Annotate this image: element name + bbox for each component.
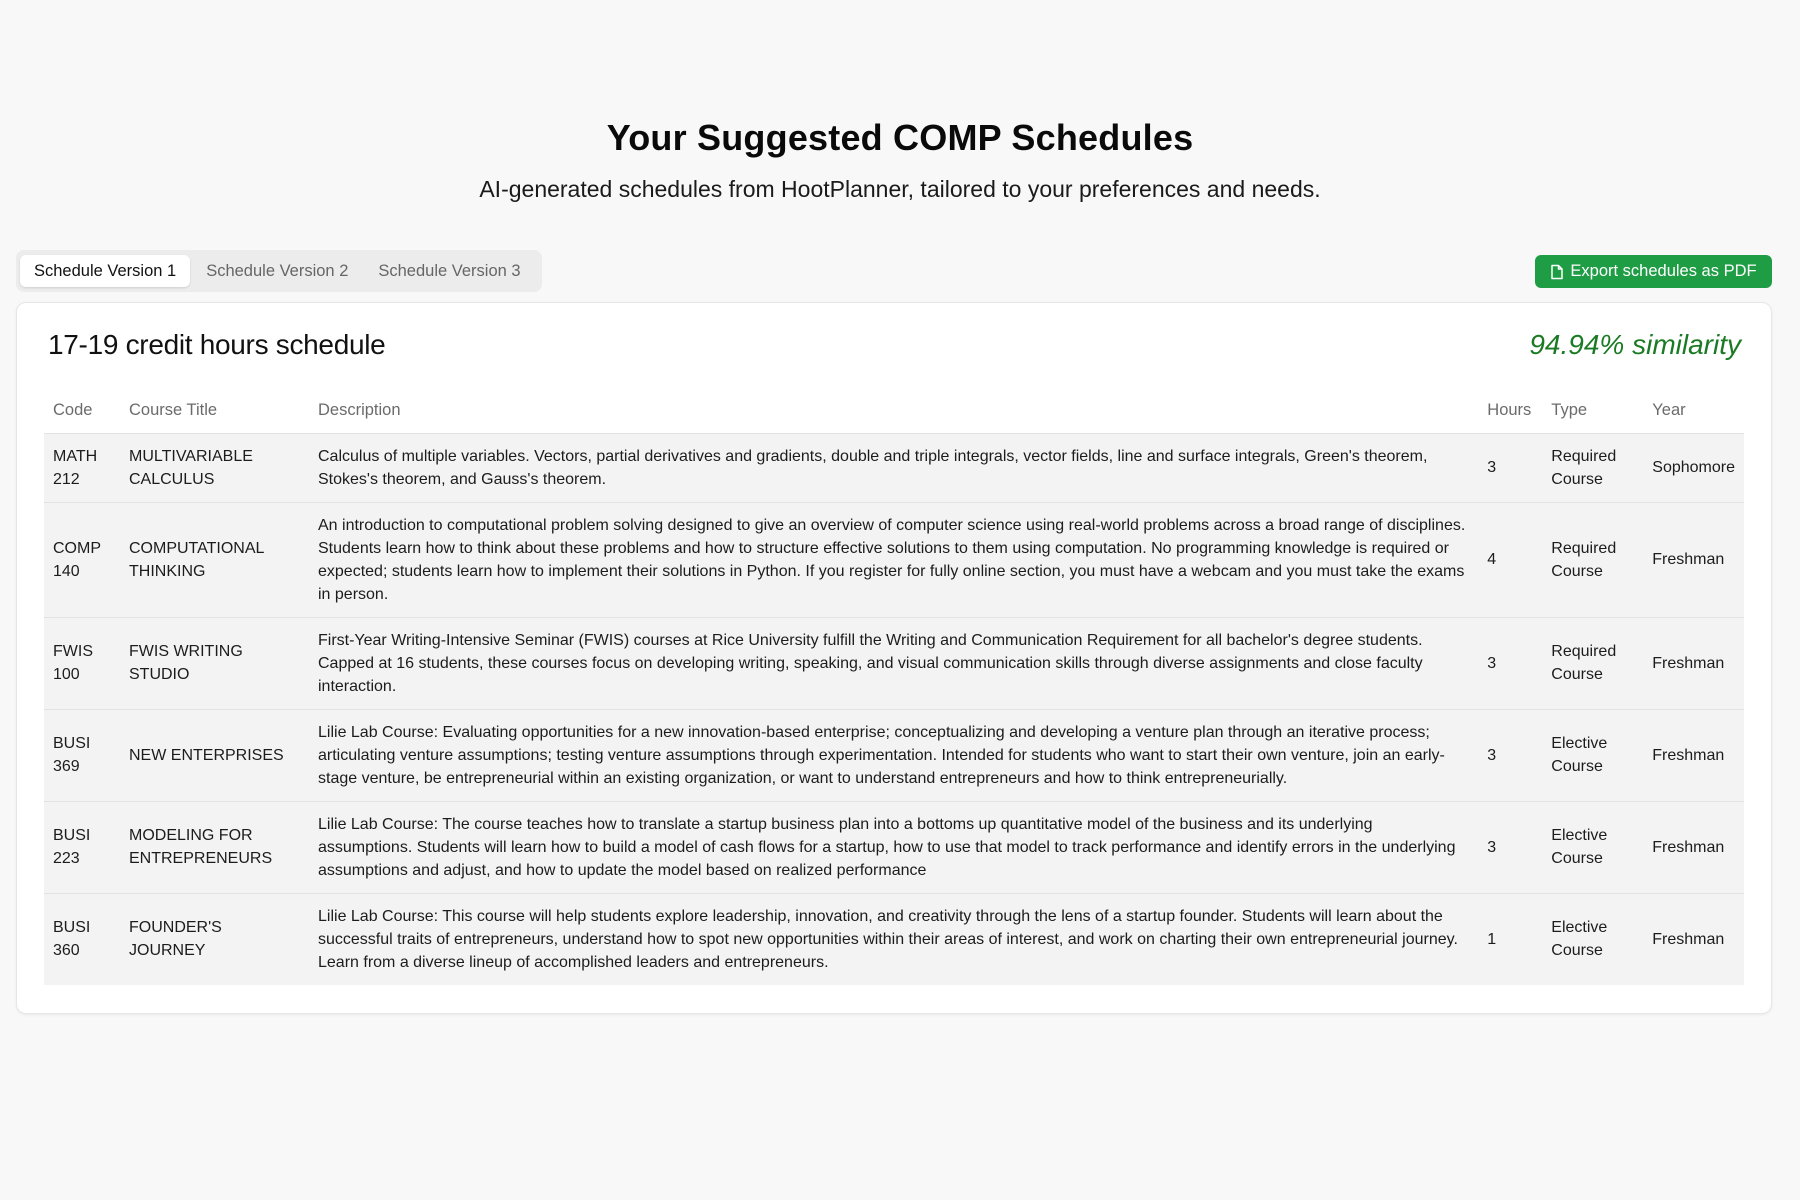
- course-code: FWIS 100: [53, 643, 93, 683]
- column-header-hours: Hours: [1487, 401, 1532, 420]
- tab-schedule-version-1[interactable]: Schedule Version 1: [20, 255, 190, 287]
- schedule-card: [16, 302, 1772, 1014]
- course-year: Freshman: [1652, 654, 1725, 672]
- course-type: Elective Course: [1551, 919, 1608, 959]
- column-header-course-title: Course Title: [129, 401, 218, 420]
- course-type: Required Course: [1551, 643, 1617, 683]
- course-title: MODELING FOR ENTREPRENEURS: [129, 827, 273, 867]
- table-row: [44, 893, 1744, 985]
- course-year: Freshman: [1652, 838, 1725, 856]
- course-description: An introduction to computational problem solving designed to give an overview of computer science using real-world problems across a broad range of disciplines. Students learn how to think about these problems and how to structure effective solutions to them using computation. No programming knowledge is required or expected; students learn how to implement their solutions in Python. If you register for fully online section, you must have a webcam and you must take the exams in person.: [318, 516, 1466, 603]
- course-type: Elective Course: [1551, 827, 1608, 867]
- course-code: BUSI 223: [53, 827, 91, 867]
- course-description: Lilie Lab Course: This course will help students explore leadership, innovation, and creativity through the lens of a startup founder. Students will learn about the successful traits of entrepreneurs, understand how to spot new opportunities within their areas of interest, and work on charting their own entrepreneurial journey. Learn from a diverse lineup of accomplished leaders and entrepreneurs.: [318, 907, 1458, 971]
- course-title: FOUNDER'S JOURNEY: [129, 919, 222, 959]
- course-description: Lilie Lab Course: Evaluating opportunities for a new innovation-based enterprise; conceptualizing and developing a venture plan through an iterative process; articulating venture assumptions; testing venture assumptions through experimentation. Intended for students who want to start their own venture, join an early-stage venture, be entrepreneurial within an existing organization, or want to understand entrepreneurs and how to think entrepreneurially.: [318, 723, 1445, 787]
- schedule-title: 17-19 credit hours schedule: [48, 329, 386, 360]
- table-row: [44, 801, 1744, 893]
- course-hours: 3: [1487, 838, 1497, 856]
- course-code: BUSI 360: [53, 919, 91, 959]
- page-header: [0, 116, 1800, 204]
- table-row: [44, 433, 1744, 502]
- course-title: COMPUTATIONAL THINKING: [129, 539, 264, 580]
- export-pdf-button[interactable]: [1535, 255, 1772, 288]
- course-code: COMP 140: [53, 539, 101, 580]
- column-header-code: Code: [53, 401, 93, 420]
- similarity-score: 94.94% similarity: [1529, 329, 1741, 360]
- course-year: Freshman: [1652, 746, 1725, 764]
- course-hours: 4: [1487, 551, 1497, 568]
- schedule-version-tabs: [16, 250, 542, 292]
- course-title: NEW ENTERPRISES: [129, 746, 284, 764]
- course-code: MATH 212: [53, 447, 98, 488]
- course-year: Freshman: [1652, 930, 1725, 948]
- course-hours: 3: [1487, 654, 1497, 672]
- export-pdf-label: Export schedules as PDF: [1570, 262, 1757, 280]
- course-title: MULTIVARIABLE CALCULUS: [129, 447, 253, 488]
- page-title: Your Suggested COMP Schedules: [606, 117, 1194, 158]
- course-hours: 1: [1487, 930, 1497, 948]
- course-year: Freshman: [1652, 551, 1725, 568]
- column-header-type: Type: [1551, 401, 1588, 420]
- table-row: [44, 502, 1744, 617]
- tab-schedule-version-2[interactable]: Schedule Version 2: [206, 261, 349, 280]
- course-description: First-Year Writing-Intensive Seminar (FWIS) courses at Rice University fulfill the Writing and Communication Requirement for all bachelor's degree students. Capped at 16 students, these courses focus on developing writing, speaking, and visual communication skills through diverse assignments and close faculty interaction.: [318, 631, 1423, 695]
- course-table: [44, 389, 1744, 985]
- course-type: Elective Course: [1551, 735, 1608, 775]
- course-type: Required Course: [1551, 447, 1617, 488]
- course-description: Calculus of multiple variables. Vectors, partial derivatives and gradients, double and triple integrals, vector fields, line and surface integrals, Green's theorem, Stokes's theorem, and Gauss's theorem.: [318, 447, 1428, 488]
- course-type: Required Course: [1551, 539, 1617, 580]
- table-row: [44, 617, 1744, 709]
- column-header-description: Description: [318, 401, 401, 420]
- table-row: [44, 709, 1744, 801]
- table-header-row: [44, 389, 1744, 433]
- column-header-year: Year: [1652, 401, 1686, 420]
- tab-schedule-version-3[interactable]: Schedule Version 3: [378, 261, 521, 280]
- course-year: Sophomore: [1652, 459, 1735, 476]
- course-hours: 3: [1487, 746, 1497, 764]
- course-hours: 3: [1487, 459, 1497, 476]
- course-code: BUSI 369: [53, 735, 91, 775]
- document-icon: [1550, 264, 1564, 280]
- course-description: Lilie Lab Course: The course teaches how to translate a startup business plan into a bottoms up quantitative model of the business and its underlying assumptions. Students will learn how to build a model of cash flows for a startup, how to use that model to track performance and identify errors in the underlying assumptions and adjust, and how to update the model based on realized performance: [318, 815, 1456, 879]
- course-title: FWIS WRITING STUDIO: [129, 643, 243, 683]
- page-subtitle: AI-generated schedules from HootPlanner, tailored to your preferences and needs.: [479, 176, 1321, 202]
